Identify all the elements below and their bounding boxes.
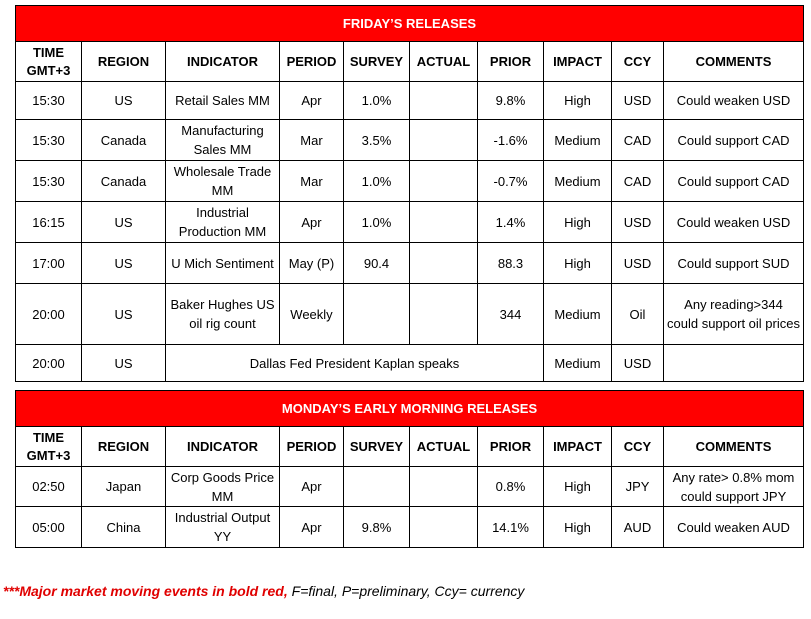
table-row (16, 120, 804, 161)
table-row (16, 82, 804, 120)
cell-actual (410, 161, 478, 202)
cell-region: Canada (82, 161, 166, 202)
cell-time: 02:50 (16, 467, 82, 507)
cell-prior: 14.1% (478, 507, 544, 548)
cell-impact: High (544, 202, 612, 243)
col-impact: IMPACT (544, 427, 612, 467)
col-time: TIME GMT+3 (16, 427, 82, 467)
col-ccy: CCY (612, 42, 664, 82)
monday-releases-table (15, 390, 804, 548)
cell-indicator: Wholesale Trade MM (166, 161, 280, 202)
cell-region: Canada (82, 120, 166, 161)
cell-survey: 1.0% (344, 82, 410, 120)
col-impact: IMPACT (544, 42, 612, 82)
cell-period: Weekly (280, 284, 344, 345)
event-comments (664, 345, 804, 382)
monday-releases-title: MONDAY’S EARLY MORNING RELEASES (16, 391, 804, 427)
cell-time: 15:30 (16, 120, 82, 161)
cell-ccy: USD (612, 82, 664, 120)
col-survey: SURVEY (344, 42, 410, 82)
cell-actual (410, 243, 478, 284)
col-region: REGION (82, 42, 166, 82)
cell-region: China (82, 507, 166, 548)
cell-survey: 3.5% (344, 120, 410, 161)
cell-time: 17:00 (16, 243, 82, 284)
cell-period: Mar (280, 120, 344, 161)
table-row (16, 284, 804, 345)
cell-comments: Any rate> 0.8% mom could support JPY (664, 467, 804, 507)
cell-actual (410, 507, 478, 548)
cell-region: US (82, 243, 166, 284)
cell-period: Apr (280, 82, 344, 120)
cell-time: 15:30 (16, 82, 82, 120)
cell-impact: Medium (544, 120, 612, 161)
cell-indicator: Retail Sales MM (166, 82, 280, 120)
cell-period: May (P) (280, 243, 344, 284)
col-indicator: INDICATOR (166, 427, 280, 467)
table-row (16, 507, 804, 548)
cell-ccy: JPY (612, 467, 664, 507)
col-comments: COMMENTS (664, 427, 804, 467)
cell-impact: High (544, 243, 612, 284)
cell-indicator: Corp Goods Price MM (166, 467, 280, 507)
cell-impact: High (544, 507, 612, 548)
cell-comments: Could weaken AUD (664, 507, 804, 548)
cell-comments: Could support CAD (664, 120, 804, 161)
cell-survey: 1.0% (344, 161, 410, 202)
friday-releases-table (15, 5, 804, 382)
cell-period: Apr (280, 202, 344, 243)
cell-time: 20:00 (16, 284, 82, 345)
cell-survey (344, 284, 410, 345)
cell-comments: Could weaken USD (664, 82, 804, 120)
cell-prior: -1.6% (478, 120, 544, 161)
cell-comments: Could support SUD (664, 243, 804, 284)
header-row (16, 42, 804, 82)
cell-survey: 90.4 (344, 243, 410, 284)
cell-survey: 1.0% (344, 202, 410, 243)
cell-indicator: Industrial Production MM (166, 202, 280, 243)
cell-prior: 9.8% (478, 82, 544, 120)
event-time: 20:00 (16, 345, 82, 382)
cell-prior: 344 (478, 284, 544, 345)
cell-impact: Medium (544, 284, 612, 345)
cell-survey (344, 467, 410, 507)
col-period: PERIOD (280, 427, 344, 467)
cell-ccy: USD (612, 243, 664, 284)
cell-prior: -0.7% (478, 161, 544, 202)
cell-region: US (82, 284, 166, 345)
col-prior: PRIOR (478, 42, 544, 82)
cell-survey: 9.8% (344, 507, 410, 548)
cell-indicator: Baker Hughes US oil rig count (166, 284, 280, 345)
friday-releases-title: FRIDAY’S RELEASES (16, 6, 804, 42)
cell-actual (410, 120, 478, 161)
cell-region: US (82, 202, 166, 243)
cell-indicator: Manufacturing Sales MM (166, 120, 280, 161)
cell-time: 16:15 (16, 202, 82, 243)
cell-ccy: Oil (612, 284, 664, 345)
cell-ccy: AUD (612, 507, 664, 548)
cell-actual (410, 202, 478, 243)
col-survey: SURVEY (344, 427, 410, 467)
cell-indicator: U Mich Sentiment (166, 243, 280, 284)
table-row (16, 467, 804, 507)
event-row (16, 345, 804, 382)
cell-period: Mar (280, 161, 344, 202)
table-row (16, 202, 804, 243)
cell-period: Apr (280, 467, 344, 507)
cell-indicator: Industrial Output YY (166, 507, 280, 548)
col-region: REGION (82, 427, 166, 467)
col-actual: ACTUAL (410, 42, 478, 82)
table-row (16, 161, 804, 202)
cell-ccy: USD (612, 202, 664, 243)
col-ccy: CCY (612, 427, 664, 467)
cell-region: Japan (82, 467, 166, 507)
col-indicator: INDICATOR (166, 42, 280, 82)
cell-time: 15:30 (16, 161, 82, 202)
cell-impact: Medium (544, 161, 612, 202)
table-row (16, 243, 804, 284)
cell-prior: 1.4% (478, 202, 544, 243)
cell-impact: High (544, 467, 612, 507)
cell-prior: 0.8% (478, 467, 544, 507)
header-row (16, 427, 804, 467)
event-region: US (82, 345, 166, 382)
col-time: TIME GMT+3 (16, 42, 82, 82)
cell-comments: Could support CAD (664, 161, 804, 202)
footer-note (3, 583, 524, 599)
cell-impact: High (544, 82, 612, 120)
event-ccy: USD (612, 345, 664, 382)
footer-legend: F=final, P=preliminary, Ccy= currency (287, 583, 525, 599)
cell-comments: Could weaken USD (664, 202, 804, 243)
cell-actual (410, 82, 478, 120)
cell-period: Apr (280, 507, 344, 548)
cell-ccy: CAD (612, 161, 664, 202)
cell-prior: 88.3 (478, 243, 544, 284)
cell-region: US (82, 82, 166, 120)
cell-actual (410, 284, 478, 345)
cell-actual (410, 467, 478, 507)
event-impact: Medium (544, 345, 612, 382)
cell-time: 05:00 (16, 507, 82, 548)
event-text: Dallas Fed President Kaplan speaks (166, 345, 544, 382)
col-actual: ACTUAL (410, 427, 478, 467)
footer-bold-note: ***Major market moving events in bold red, (3, 583, 288, 599)
col-comments: COMMENTS (664, 42, 804, 82)
cell-comments: Any reading>344 could support oil prices (664, 284, 804, 345)
col-prior: PRIOR (478, 427, 544, 467)
cell-ccy: CAD (612, 120, 664, 161)
col-period: PERIOD (280, 42, 344, 82)
